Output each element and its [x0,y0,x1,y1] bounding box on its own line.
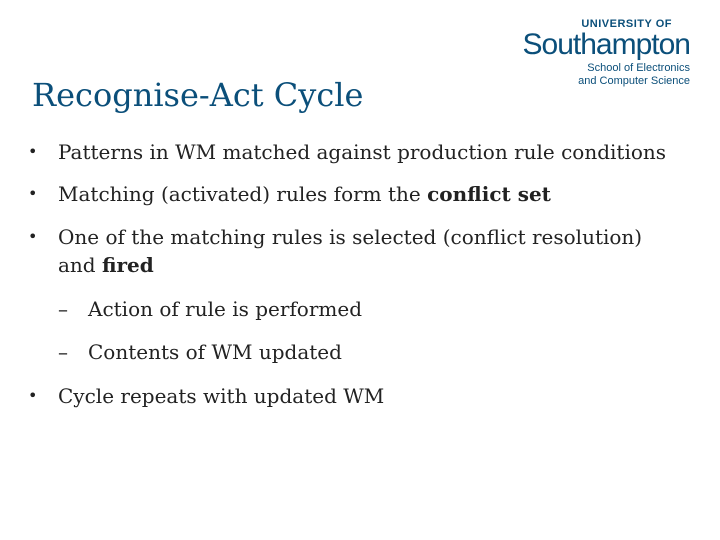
bullet-item [28,382,678,410]
bullet-text: Matching (activated) rules form the [58,182,428,206]
slide-title: Recognise-Act Cycle [32,76,364,114]
bullet-item [28,180,678,208]
logo-university-label: UNIVERSITY OF [581,18,672,30]
logo-school-line2: and Computer Science [578,75,690,87]
dash-icon: – [58,340,68,364]
university-logo [518,18,690,88]
sub-bullet-list [58,295,678,366]
sub-bullet-item [58,295,678,323]
logo-school-line1: School of Electronics [587,62,690,74]
sub-bullet-text: Contents of WM updated [88,340,342,364]
logo-name: Southampton [522,28,690,61]
bullet-text: One of the matching rules is selected (conflict resolution) and [58,225,643,277]
bullet-text: Cycle repeats with updated WM [58,384,385,408]
bullet-text: Patterns in WM matched against production rule conditions [58,140,667,164]
dash-icon: – [58,297,68,321]
bullet-icon: • [28,142,38,161]
bullet-emphasis: conflict set [427,182,551,206]
bullet-item [28,138,678,166]
bullet-item [28,223,678,366]
bullet-icon: • [28,386,38,405]
sub-bullet-text: Action of rule is performed [88,297,363,321]
bullet-icon: • [28,184,38,203]
bullet-list [28,138,678,410]
bullet-icon: • [28,227,38,246]
bullet-emphasis: fired [101,253,154,277]
sub-bullet-item [58,338,678,366]
